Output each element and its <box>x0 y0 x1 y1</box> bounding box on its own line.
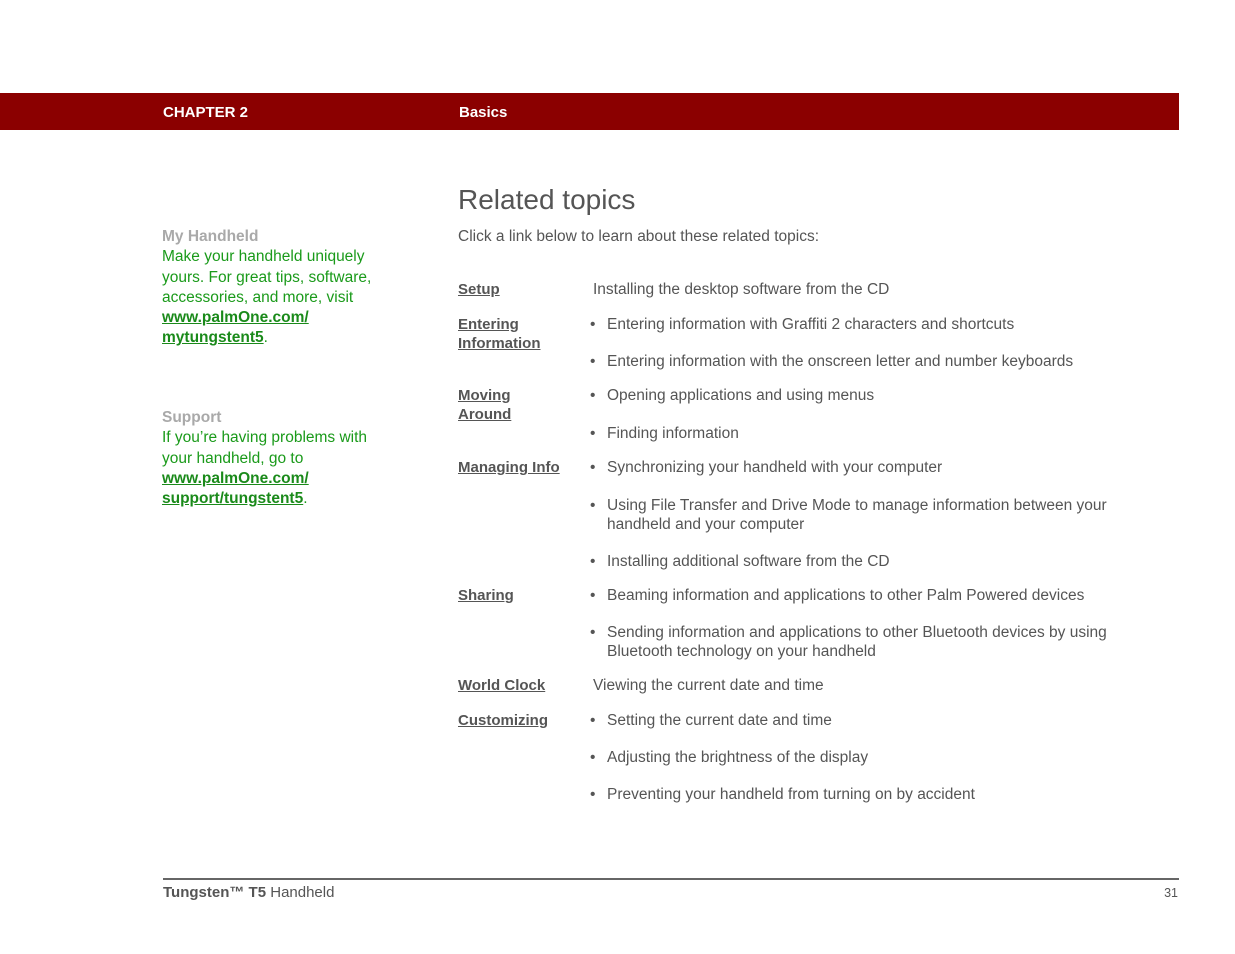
topic-item: Setting the current date and time <box>607 712 832 729</box>
sidebar-text-body: Make your handheld uniquely yours. For great tips, software, accessories, and more, visit <box>162 248 372 306</box>
world-clock-link[interactable]: World Clock <box>458 677 546 694</box>
sidebar-text: Make your handheld uniquely yours. For great tips, software, accessories, and more, visit www.palmOne.com/ mytungstent5. <box>162 248 372 347</box>
bullet: • <box>590 459 596 476</box>
bullet: • <box>590 749 596 766</box>
intro-text: Click a link below to learn about these related topics: <box>458 228 820 245</box>
bullet: • <box>590 587 596 604</box>
managing-info-link[interactable]: Managing Info <box>458 459 560 476</box>
sidebar-heading-support: Support <box>162 409 222 426</box>
bullet: • <box>590 624 596 641</box>
bullet: • <box>590 353 596 370</box>
topic-item: Entering information with Graffiti 2 characters and shortcuts <box>607 316 1015 333</box>
topic-description: Installing the desktop software from the CD <box>593 281 890 298</box>
topic-item: Sending information and applications to other Bluetooth devices by using Bluetooth technology on your handheld <box>607 624 1107 660</box>
product-name: Tungsten™ T5 <box>163 884 267 901</box>
topic-item: Synchronizing your handheld with your computer <box>607 459 943 476</box>
bullet: • <box>590 425 596 442</box>
sidebar-text-body: If you’re having problems with your handheld, go to <box>162 429 368 467</box>
entering-information-link[interactable]: Entering Information <box>458 316 541 352</box>
support-link[interactable]: www.palmOne.com/ support/tungstent5 <box>162 469 309 508</box>
bullet: • <box>590 786 596 803</box>
footer-product <box>163 884 334 901</box>
topic-item: Preventing your handheld from turning on by accident <box>607 786 975 803</box>
page-title: Related topics <box>458 184 636 215</box>
bullet: • <box>590 387 596 404</box>
topic-item: Installing additional software from the CD <box>607 553 890 570</box>
topic-item: Finding information <box>607 425 739 442</box>
chapter-label: CHAPTER 2 <box>163 104 249 121</box>
bullet: • <box>590 712 596 729</box>
bullet: • <box>590 497 596 514</box>
setup-link[interactable]: Setup <box>458 281 500 298</box>
page-number: 31 <box>1164 886 1178 900</box>
topic-item: Opening applications and using menus <box>607 387 875 404</box>
topic-item: Using File Transfer and Drive Mode to manage information between your handheld and your computer <box>607 497 1107 533</box>
product-suffix: Handheld <box>266 884 335 901</box>
topic-item: Entering information with the onscreen letter and number keyboards <box>607 353 1074 370</box>
topic-description: Viewing the current date and time <box>593 677 824 694</box>
chapter-header-bar <box>0 93 1179 130</box>
mytungstent5-link[interactable]: www.palmOne.com/ mytungstent5 <box>162 309 309 347</box>
sidebar-heading-my-handheld: My Handheld <box>162 228 259 245</box>
moving-around-link[interactable]: Moving Around <box>458 387 512 423</box>
topic-item: Adjusting the brightness of the display <box>607 749 869 766</box>
customizing-link[interactable]: Customizing <box>458 712 548 729</box>
footer-divider <box>163 878 1179 880</box>
section-label: Basics <box>459 104 508 121</box>
sidebar-text: If you’re having problems with your handheld, go to www.palmOne.com/ support/tungstent5. <box>162 429 368 508</box>
bullet: • <box>590 553 596 570</box>
sharing-link[interactable]: Sharing <box>458 587 514 604</box>
bullet: • <box>590 316 596 333</box>
topic-item: Beaming information and applications to other Palm Powered devices <box>607 587 1085 604</box>
sidebar-my-handheld <box>162 227 372 349</box>
sidebar-support <box>162 408 372 509</box>
